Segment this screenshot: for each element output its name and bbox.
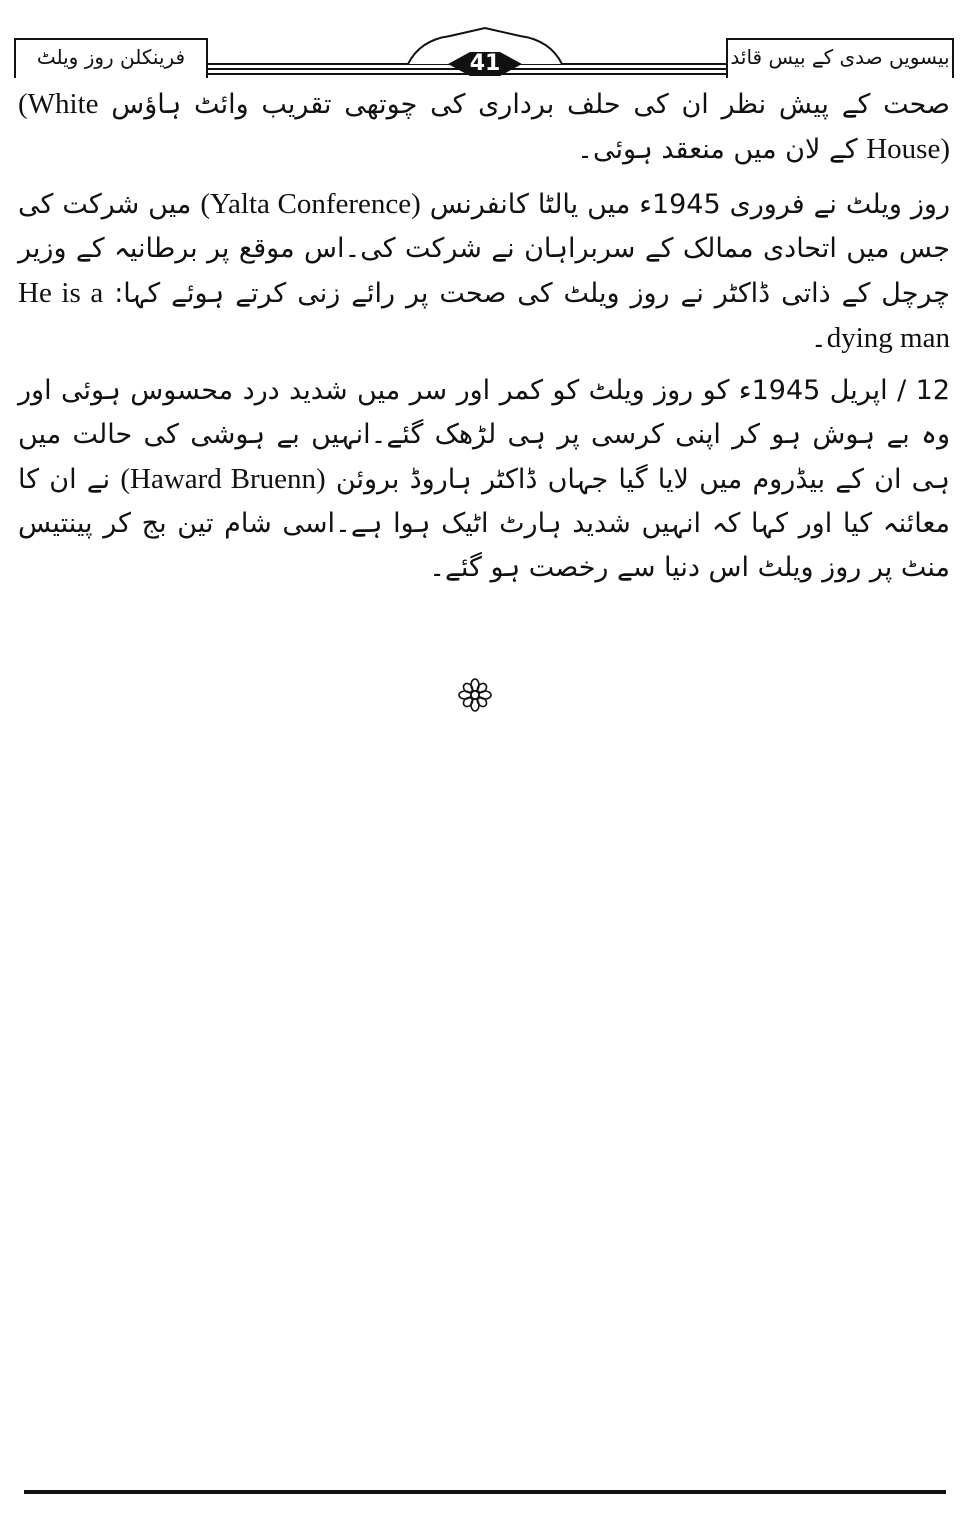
page-header xyxy=(0,0,968,80)
footer-rule xyxy=(24,1490,946,1494)
page-number: 41 xyxy=(469,51,501,76)
p1-text-b: کے لان میں منعقد ہوئی۔ xyxy=(577,134,858,165)
paragraph-1 xyxy=(18,82,950,172)
p2-text-c: ۔ xyxy=(810,323,827,354)
p2-latin: (Yalta Conference) xyxy=(200,188,421,220)
p3-text-b: نے ان کا معائنہ کیا اور کہا کہ انہیں شدید ہارٹ اٹیک ہوا ہے۔اسی شام تین بج کر پینتیس منٹ پر روز ویلٹ اس دنیا سے رخصت ہو گئے۔ xyxy=(18,464,950,583)
p2-text-a: روز ویلٹ نے فروری 1945ء میں یالٹا کانفرنس xyxy=(429,189,950,220)
page-body xyxy=(18,82,950,598)
paragraph-2 xyxy=(18,182,950,361)
p2-quote: He is a dying man xyxy=(18,277,950,354)
header-book-title-left: فرینکلن روز ویلٹ xyxy=(14,38,208,78)
flower-ornament-icon xyxy=(457,677,493,713)
header-book-title-right: بیسویں صدی کے بیس قائد xyxy=(726,38,954,78)
p1-latin: (White House) xyxy=(18,88,950,165)
paragraph-3 xyxy=(18,369,950,590)
p3-latin: (Haward Bruenn) xyxy=(120,463,326,495)
p1-text-a: صحت کے پیش نظر ان کی حلف برداری کی چوتھی تقریب وائٹ ہاؤس xyxy=(111,89,950,120)
p3-text-a: 12 / اپریل 1945ء کو روز ویلٹ کو کمر اور سر میں شدید درد محسوس ہوئی اور وہ بے ہوش ہو کر اپنی کرسی پر ہی لڑھک گئے۔انہیں بے ہوشی کی حالت میں ہی ان کے بیڈروم میں لایا گیا جہاں ڈاکٹر ہاروڈ بروئن xyxy=(18,375,951,495)
p2-text-b: میں شرکت کی جس میں اتحادی ممالک کے سربراہان نے شرکت کی۔اس موقع پر برطانیہ کے وزیر چرچل کے ذاتی ڈاکٹر نے روز ویلٹ کی صحت پر رائے زنی کرتے ہوئے کہا: xyxy=(18,189,950,309)
